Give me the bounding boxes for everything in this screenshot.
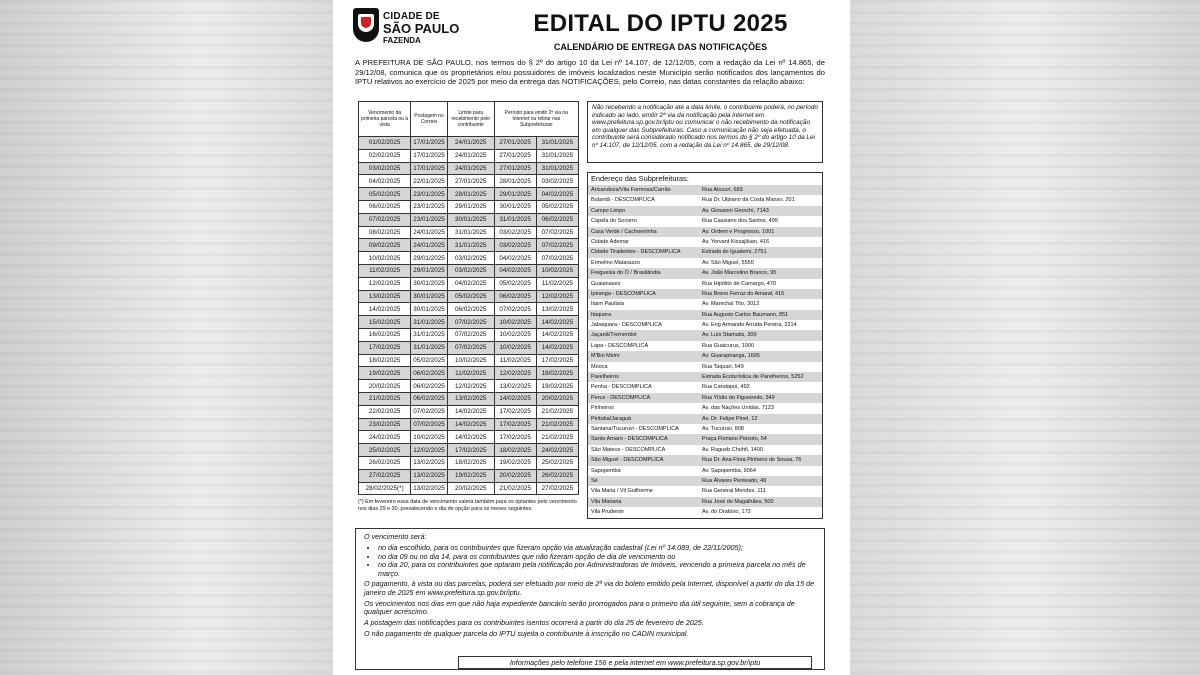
subprefeitura-name: Ipiranga - DESCOMPLICA bbox=[591, 290, 656, 297]
subprefeitura-name: Itaquera bbox=[591, 311, 612, 318]
subprefeitura-address: Av. Marechal Tito, 3012 bbox=[702, 301, 760, 308]
calendar-cell: 03/02/2025 bbox=[359, 162, 411, 175]
subprefeitura-address: Estrada do Iguatemi, 2751 bbox=[702, 249, 767, 256]
calendar-cell: 04/02/2025 bbox=[494, 252, 536, 265]
calendar-cell: 29/01/2025 bbox=[411, 264, 448, 277]
calendar-cell: 04/02/2025 bbox=[359, 175, 411, 188]
subprefeitura-address: Rua Candapuí, 492 bbox=[702, 384, 750, 391]
calendar-cell: 11/02/2025 bbox=[536, 277, 578, 290]
subprefeitura-name: Santana/Tucuruvi - DESCOMPLICA bbox=[591, 425, 679, 432]
calendar-cell: 14/02/2025 bbox=[536, 316, 578, 329]
subprefeitura-name: Vila Maria / Vil Guilherme bbox=[591, 488, 653, 495]
subprefeitura-address: Av. Ragueb Chohfi, 1400 bbox=[702, 446, 763, 453]
calendar-cell: 13/02/2025 bbox=[447, 392, 494, 405]
subprefeitura-address: Rua General Mendes, 111 bbox=[702, 488, 766, 495]
calendar-cell: 03/02/2025 bbox=[447, 252, 494, 265]
address-row bbox=[588, 362, 822, 372]
calendar-cell: 17/02/2025 bbox=[494, 431, 536, 444]
subprefeitura-address: Rua Taquari, 549 bbox=[702, 363, 744, 370]
address-row bbox=[588, 206, 822, 216]
calendar-cell: 23/02/2025 bbox=[359, 418, 411, 431]
subprefeitura-address: Rua Hipólito de Camargo, 470 bbox=[702, 280, 776, 287]
address-row bbox=[588, 486, 822, 496]
background-right bbox=[850, 0, 1200, 675]
subprefeitura-address: Estrada Ecoturística de Parelheiros, 5252 bbox=[702, 374, 804, 381]
calendar-cell: 20/02/2025 bbox=[447, 482, 494, 495]
address-row bbox=[588, 320, 822, 330]
calendar-row bbox=[359, 405, 579, 418]
calendar-cell: 31/01/2025 bbox=[536, 162, 578, 175]
calendar-row bbox=[359, 137, 579, 150]
calendar-cell: 17/02/2025 bbox=[447, 444, 494, 457]
calendar-table bbox=[358, 101, 579, 495]
logo-line3: FAZENDA bbox=[383, 36, 421, 45]
address-row bbox=[588, 466, 822, 476]
subprefeitura-name: São Miguel - DESCOMPLICA bbox=[591, 457, 664, 464]
calendar-row bbox=[359, 469, 579, 482]
calendar-row bbox=[359, 264, 579, 277]
calendar-cell: 31/01/2025 bbox=[536, 149, 578, 162]
calendar-cell: 27/02/2025 bbox=[359, 469, 411, 482]
address-row bbox=[588, 330, 822, 340]
address-row bbox=[588, 195, 822, 205]
calendar-cell: 21/02/2025 bbox=[536, 431, 578, 444]
subprefeitura-address: Rua Ylídio do Figueiredo, 349 bbox=[702, 394, 775, 401]
subprefeitura-name: M'Boi Mirim bbox=[591, 353, 620, 360]
subprefeitura-address: Rua Atucuri, 699 bbox=[702, 187, 743, 193]
calendar-cell: 31/01/2025 bbox=[411, 316, 448, 329]
calendar-cell: 12/02/2025 bbox=[411, 444, 448, 457]
subprefeitura-address: Av. Guarapiranga, 1695 bbox=[702, 353, 760, 360]
calendar-cell: 05/02/2025 bbox=[411, 354, 448, 367]
subprefeitura-name: Butantã - DESCOMPLICA bbox=[591, 197, 655, 204]
address-row bbox=[588, 299, 822, 309]
calendar-cell: 14/02/2025 bbox=[359, 303, 411, 316]
address-row bbox=[588, 289, 822, 299]
calendar-cell: 24/01/2025 bbox=[447, 162, 494, 175]
address-row bbox=[588, 393, 822, 403]
calendar-cell: 07/02/2025 bbox=[447, 328, 494, 341]
calendar-row bbox=[359, 277, 579, 290]
calendar-cell: 30/01/2025 bbox=[411, 303, 448, 316]
subprefeitura-name: Vila Mariana bbox=[591, 498, 622, 505]
calendar-cell: 07/02/2025 bbox=[447, 341, 494, 354]
calendar-cell: 25/02/2025 bbox=[536, 456, 578, 469]
calendar-row bbox=[359, 162, 579, 175]
calendar-cell: 21/02/2025 bbox=[536, 405, 578, 418]
calendar-cell: 10/02/2025 bbox=[447, 354, 494, 367]
calendar-cell: 29/01/2025 bbox=[494, 188, 536, 201]
calendar-cell: 07/02/2025 bbox=[536, 226, 578, 239]
calendar-cell: 23/01/2025 bbox=[411, 200, 448, 213]
address-row bbox=[588, 247, 822, 257]
logo-line2: SÃO PAULO bbox=[383, 21, 460, 36]
calendar-cell: 10/02/2025 bbox=[359, 252, 411, 265]
calendar-cell: 27/01/2025 bbox=[494, 137, 536, 150]
address-row bbox=[588, 372, 822, 382]
calendar-row bbox=[359, 188, 579, 201]
calendar-cell: 24/02/2025 bbox=[536, 444, 578, 457]
calendar-cell: 28/01/2025 bbox=[447, 188, 494, 201]
notice-box: Não recebendo a notificação até a data limite, o contribuinte poderá, no período indicado ao lado, emitir 2ª via da notificação pela internet em www.prefeitura.sp.gov.br/iptu ou comunicar o não recebimento da notificação em qualquer das Subprefeituras. Caso a comunicação não seja efetuada, o contribuinte será considerado notificado nos termos do § 2º do artigo 10 da Lei nº 14.107, de 12/12/05, com a redação da Lei nº 14.865, de 29/12/08. bbox=[587, 101, 823, 163]
subprefeitura-address: Av. Eng Armando Arruda Pereira, 2314 bbox=[702, 322, 797, 329]
calendar-header-row bbox=[359, 102, 579, 137]
calendar-cell: 06/02/2025 bbox=[494, 290, 536, 303]
calendar-cell: 09/02/2025 bbox=[359, 239, 411, 252]
calendar-cell: 06/02/2025 bbox=[536, 213, 578, 226]
subprefeitura-name: Mooca bbox=[591, 363, 608, 370]
address-row bbox=[588, 341, 822, 351]
calendar-cell: 26/02/2025 bbox=[359, 456, 411, 469]
subprefeitura-address: Rua Álvares Penteado, 49 bbox=[702, 477, 767, 484]
address-row bbox=[588, 310, 822, 320]
calendar-cell: 10/02/2025 bbox=[494, 328, 536, 341]
calendar-cell: 13/02/2025 bbox=[411, 469, 448, 482]
subprefeitura-name: Jaçanã/Tremembé bbox=[591, 332, 637, 339]
subprefeitura-name: Freguesia do Ó / Brasilândia bbox=[591, 270, 661, 277]
calendar-cell: 12/02/2025 bbox=[447, 380, 494, 393]
calendar-cell: 03/02/2025 bbox=[536, 175, 578, 188]
calendar-cell: 18/02/2025 bbox=[447, 456, 494, 469]
address-row bbox=[588, 445, 822, 455]
calendar-row bbox=[359, 200, 579, 213]
address-row bbox=[588, 268, 822, 278]
calendar-cell: 22/01/2025 bbox=[411, 175, 448, 188]
calendar-cell: 07/02/2025 bbox=[411, 418, 448, 431]
calendar-cell: 17/02/2025 bbox=[536, 354, 578, 367]
calendar-cell: 10/02/2025 bbox=[536, 264, 578, 277]
calendar-cell: 31/01/2025 bbox=[447, 226, 494, 239]
calendar-cell: 06/02/2025 bbox=[411, 367, 448, 380]
calendar-cell: 21/02/2025 bbox=[494, 482, 536, 495]
subprefeitura-address: Praça Floriano Peixoto, 54 bbox=[702, 436, 767, 443]
calendar-row bbox=[359, 239, 579, 252]
calendar-cell: 10/02/2025 bbox=[411, 431, 448, 444]
footer-contact: Informações pelo telefone 156 e pela internet em www.prefeitura.sp.gov.br/iptu bbox=[458, 656, 812, 669]
info-paragraph-3: A postagem das notificações para os contribuintes isentos ocorrerá a partir do dia 25 de fevereiro de 2025. bbox=[364, 618, 704, 628]
calendar-cell: 12/02/2025 bbox=[494, 367, 536, 380]
calendar-cell: 03/02/2025 bbox=[494, 226, 536, 239]
calendar-row bbox=[359, 418, 579, 431]
calendar-cell: 04/02/2025 bbox=[536, 188, 578, 201]
address-row bbox=[588, 497, 822, 507]
subprefeitura-name: Cidade Tiradentes - DESCOMPLICA bbox=[591, 249, 681, 256]
calendar-cell: 11/02/2025 bbox=[494, 354, 536, 367]
calendar-cell: 29/01/2025 bbox=[447, 200, 494, 213]
calendar-row bbox=[359, 226, 579, 239]
subprefeitura-name: Ermelino Matarazzo bbox=[591, 259, 640, 266]
calendar-cell: 05/02/2025 bbox=[447, 290, 494, 303]
subprefeitura-name: Vila Prudente bbox=[591, 509, 624, 516]
calendar-cell: 07/02/2025 bbox=[447, 316, 494, 329]
calendar-cell: 07/02/2025 bbox=[536, 239, 578, 252]
calendar-cell: 17/02/2025 bbox=[494, 418, 536, 431]
calendar-row bbox=[359, 392, 579, 405]
address-row bbox=[588, 476, 822, 486]
address-row bbox=[588, 382, 822, 392]
subprefeitura-address: Rua Augusto Carlos Baumann, 851 bbox=[702, 311, 789, 318]
calendar-row bbox=[359, 380, 579, 393]
info-paragraph-4: O não pagamento de qualquer parcela do IPTU sujeita o contribuinte à inscrição no CADIN municipal. bbox=[364, 628, 689, 638]
calendar-cell: 06/02/2025 bbox=[447, 303, 494, 316]
info-paragraph-2: Os vencimentos nos dias em que não haja expediente bancário serão prorrogados para o primeiro dia útil seguinte, sem a cobrança de qualquer acréscimo. bbox=[364, 598, 795, 617]
calendar-cell: 30/01/2025 bbox=[411, 277, 448, 290]
subprefeitura-name: Perus - DESCOMPLICA bbox=[591, 394, 651, 401]
address-row bbox=[588, 507, 822, 517]
calendar-cell: 17/01/2025 bbox=[411, 162, 448, 175]
calendar-cell: 17/02/2025 bbox=[359, 341, 411, 354]
subprefeitura-address: Rua Dr. Ana Flora Pinheiro de Sousa, 76 bbox=[702, 457, 802, 464]
calendar-cell: 20/02/2025 bbox=[494, 469, 536, 482]
calendar-cell: 30/01/2025 bbox=[411, 290, 448, 303]
address-row bbox=[588, 351, 822, 361]
calendar-cell: 24/01/2025 bbox=[411, 226, 448, 239]
subprefeitura-name: São Mateus - DESCOMPLICA bbox=[591, 446, 666, 453]
calendar-cell: 29/01/2025 bbox=[411, 252, 448, 265]
calendar-cell: 14/02/2025 bbox=[494, 392, 536, 405]
calendar-row bbox=[359, 341, 579, 354]
calendar-cell: 13/02/2025 bbox=[411, 456, 448, 469]
calendar-cell: 14/02/2025 bbox=[447, 405, 494, 418]
calendar-cell: 31/01/2025 bbox=[494, 213, 536, 226]
calendar-cell: 14/02/2025 bbox=[447, 431, 494, 444]
subprefeitura-name: Parelheiros bbox=[591, 374, 619, 381]
subprefeitura-address: Av. Giovanni Gronchi, 7143 bbox=[702, 207, 769, 214]
calendar-cell: 06/02/2025 bbox=[359, 200, 411, 213]
calendar-cell: 18/02/2025 bbox=[494, 444, 536, 457]
calendar-cell: 28/02/2025(*) bbox=[359, 482, 411, 495]
page-subtitle: CALENDÁRIO DE ENTREGA DAS NOTIFICAÇÕES bbox=[553, 42, 768, 52]
calendar-row bbox=[359, 482, 579, 495]
calendar-row bbox=[359, 328, 579, 341]
calendar-cell: 07/02/2025 bbox=[411, 405, 448, 418]
calendar-cell: 03/02/2025 bbox=[494, 239, 536, 252]
calendar-cell: 16/02/2025 bbox=[359, 328, 411, 341]
calendar-cell: 05/02/2025 bbox=[494, 277, 536, 290]
calendar-cell: 04/02/2025 bbox=[494, 264, 536, 277]
subprefeitura-address: Rua Breno Ferraz do Amaral, 415 bbox=[702, 290, 785, 297]
vencimento-item: • no dia escolhido, para os contribuintes que fizeram opção via atualização cadastral (Lei nº 14.089, de 22/11/2005); bbox=[378, 544, 816, 553]
address-row bbox=[588, 279, 822, 289]
payment-info-box bbox=[355, 528, 825, 670]
subprefeitura-address: Rua Cassiano dos Santos, 499 bbox=[702, 218, 778, 225]
calendar-header-cell: Limite para recebimento pelo contribuinte bbox=[447, 102, 494, 137]
iptu-edital-document bbox=[333, 0, 850, 675]
calendar-cell: 07/02/2025 bbox=[494, 303, 536, 316]
calendar-cell: 13/02/2025 bbox=[411, 482, 448, 495]
calendar-cell: 27/01/2025 bbox=[447, 175, 494, 188]
vencimento-item: • no dia 20, para os contribuintes que optaram pela notificação por Administradoras de Imóveis, vencendo a primeira parcela no mês de março. bbox=[378, 561, 816, 579]
calendar-cell: 18/02/2025 bbox=[359, 354, 411, 367]
calendar-cell: 24/01/2025 bbox=[447, 137, 494, 150]
subprefeitura-address: Rua José de Magalhães, 500 bbox=[702, 498, 774, 505]
calendar-cell: 10/02/2025 bbox=[494, 316, 536, 329]
calendar-cell: 02/02/2025 bbox=[359, 149, 411, 162]
subprefeitura-address: Av. João Marcelino Branco, 95 bbox=[702, 270, 777, 277]
subprefeitura-name: Itaim Paulista bbox=[591, 301, 625, 308]
calendar-cell: 22/02/2025 bbox=[359, 405, 411, 418]
calendar-cell: 28/01/2025 bbox=[494, 175, 536, 188]
page-title: EDITAL DO IPTU 2025 bbox=[533, 10, 788, 37]
calendar-row bbox=[359, 175, 579, 188]
calendar-cell: 07/02/2025 bbox=[359, 213, 411, 226]
calendar-row bbox=[359, 149, 579, 162]
calendar-cell: 11/02/2025 bbox=[447, 367, 494, 380]
calendar-cell: 14/02/2025 bbox=[447, 418, 494, 431]
calendar-cell: 20/02/2025 bbox=[536, 392, 578, 405]
calendar-cell: 18/02/2025 bbox=[536, 367, 578, 380]
city-crest-icon bbox=[353, 8, 379, 42]
calendar-cell: 06/02/2025 bbox=[411, 380, 448, 393]
calendar-cell: 21/02/2025 bbox=[359, 392, 411, 405]
calendar-cell: 24/01/2025 bbox=[447, 149, 494, 162]
subprefeitura-name: Casa Verde / Cachoeirinha bbox=[591, 228, 657, 235]
calendar-cell: 06/02/2025 bbox=[411, 392, 448, 405]
calendar-row bbox=[359, 367, 579, 380]
calendar-row bbox=[359, 316, 579, 329]
calendar-cell: 27/01/2025 bbox=[494, 162, 536, 175]
vencimento-title: O vencimento será: bbox=[364, 532, 427, 541]
address-row bbox=[588, 414, 822, 424]
background-left bbox=[0, 0, 333, 675]
subprefeitura-address: Av. Yervant Kissajikian, 416 bbox=[702, 238, 770, 245]
subprefeitura-name: Cidade Ademar bbox=[591, 238, 629, 245]
subprefeitura-name: Penha - DESCOMPLICA bbox=[591, 384, 652, 391]
calendar-cell: 17/01/2025 bbox=[411, 149, 448, 162]
calendar-cell: 24/02/2025 bbox=[359, 431, 411, 444]
calendar-row bbox=[359, 444, 579, 457]
calendar-cell: 23/01/2025 bbox=[411, 188, 448, 201]
calendar-cell: 15/02/2025 bbox=[359, 316, 411, 329]
address-row bbox=[588, 424, 822, 434]
intro-paragraph: A PREFEITURA DE SÃO PAULO, nos termos do § 2º do artigo 10 da Lei nº 14.107, de 12/12/05, com a redação da Lei nº 14.865, de 29/12/08, comunica que os proprietários e/ou possuidores de imóveis localizados neste Município serão notificados dos lançamentos do IPTU relativos ao exercício de 2025 por meio da entrega das NOTIFICAÇÕES, pelo Correio, nas datas constantes da relação abaixo: bbox=[355, 58, 825, 87]
calendar-cell: 07/02/2025 bbox=[536, 252, 578, 265]
subprefeitura-address: Av. Sapopemba, 9064 bbox=[702, 467, 756, 474]
subprefeitura-address: Av. Tucuruvi, 808 bbox=[702, 425, 744, 432]
subprefeitura-address: Rua Dr. Ulpiano da Costa Manso, 201 bbox=[702, 197, 795, 204]
subprefeituras-address-list bbox=[587, 172, 823, 519]
subprefeitura-name: Capela do Socorro bbox=[591, 218, 637, 225]
calendar-cell: 30/01/2025 bbox=[447, 213, 494, 226]
calendar-row bbox=[359, 290, 579, 303]
calendar-cell: 14/02/2025 bbox=[536, 328, 578, 341]
address-row bbox=[588, 227, 822, 237]
calendar-cell: 13/02/2025 bbox=[494, 380, 536, 393]
subprefeitura-name: Santo Amaro - DESCOMPLICA bbox=[591, 436, 668, 443]
calendar-cell: 17/01/2025 bbox=[411, 137, 448, 150]
calendar-cell: 27/01/2025 bbox=[494, 149, 536, 162]
calendar-cell: 14/02/2025 bbox=[536, 341, 578, 354]
calendar-cell: 27/02/2025 bbox=[536, 482, 578, 495]
calendar-row bbox=[359, 213, 579, 226]
calendar-cell: 04/02/2025 bbox=[447, 277, 494, 290]
subprefeitura-address: Av. São Miguel, 5550 bbox=[702, 259, 754, 266]
subprefeitura-name: Guaianases bbox=[591, 280, 621, 287]
calendar-row bbox=[359, 252, 579, 265]
address-row bbox=[588, 237, 822, 247]
calendar-cell: 05/02/2025 bbox=[359, 188, 411, 201]
subprefeitura-address: Rua Guaicurus, 1000 bbox=[702, 342, 754, 349]
subprefeitura-name: Sapopemba bbox=[591, 467, 621, 474]
subprefeitura-address: Av. do Oratório, 172 bbox=[702, 509, 751, 516]
subprefeitura-name: Pinheiros bbox=[591, 405, 614, 412]
calendar-cell: 20/02/2025 bbox=[359, 380, 411, 393]
subprefeitura-name: Pirituba/Jaraguá bbox=[591, 415, 632, 422]
calendar-row bbox=[359, 456, 579, 469]
calendar-cell: 12/02/2025 bbox=[359, 277, 411, 290]
address-row bbox=[588, 185, 822, 195]
calendar-cell: 31/01/2025 bbox=[447, 239, 494, 252]
calendar-cell: 21/02/2025 bbox=[536, 418, 578, 431]
subprefeitura-name: Sé bbox=[591, 477, 598, 484]
calendar-cell: 08/02/2025 bbox=[359, 226, 411, 239]
subprefeitura-name: Lapa - DESCOMPLICA bbox=[591, 342, 649, 349]
logo-line1: CIDADE DE bbox=[383, 11, 440, 22]
subprefeitura-address: Av. das Nações Unidas, 7123 bbox=[702, 405, 774, 412]
calendar-row bbox=[359, 354, 579, 367]
calendar-cell: 31/01/2025 bbox=[411, 341, 448, 354]
prefeitura-logo bbox=[353, 8, 463, 48]
calendar-cell: 13/02/2025 bbox=[536, 303, 578, 316]
subprefeitura-address: Av. Luís Stamatis, 300 bbox=[702, 332, 757, 339]
calendar-cell: 10/02/2025 bbox=[494, 341, 536, 354]
calendar-cell: 03/02/2025 bbox=[447, 264, 494, 277]
subprefeitura-name: Jabaquara - DESCOMPLICA bbox=[591, 322, 662, 329]
address-row bbox=[588, 258, 822, 268]
calendar-cell: 19/02/2025 bbox=[359, 367, 411, 380]
calendar-cell: 19/02/2025 bbox=[536, 380, 578, 393]
subprefeitura-name: Campo Limpo bbox=[591, 207, 626, 214]
address-row bbox=[588, 434, 822, 444]
calendar-cell: 25/02/2025 bbox=[359, 444, 411, 457]
calendar-cell: 26/02/2025 bbox=[536, 469, 578, 482]
calendar-cell: 30/01/2025 bbox=[494, 200, 536, 213]
subprefeitura-address: Av. Ordem e Progresso, 1001 bbox=[702, 228, 775, 235]
calendar-cell: 23/01/2025 bbox=[411, 213, 448, 226]
vencimento-list bbox=[364, 544, 816, 579]
calendar-row bbox=[359, 303, 579, 316]
calendar-cell: 19/02/2025 bbox=[494, 456, 536, 469]
address-row bbox=[588, 403, 822, 413]
calendar-cell: 24/01/2025 bbox=[411, 239, 448, 252]
address-list-title: Endereço das Subprefeituras: bbox=[591, 174, 689, 183]
calendar-cell: 31/01/2025 bbox=[411, 328, 448, 341]
calendar-header-cell: Período para emitir 2ª via na Internet ou retirar nas Subprefeituras bbox=[494, 102, 578, 137]
calendar-header-cell: Vencimento da primeira parcela ou à vista bbox=[359, 102, 411, 137]
vencimento-item: • no dia 09 ou no dia 14, para os contribuintes que não fizeram opção de dia de vencimento ou bbox=[378, 553, 816, 562]
calendar-cell: 01/02/2025 bbox=[359, 137, 411, 150]
subprefeitura-address: Av. Dr. Felipe Pinel, 12 bbox=[702, 415, 758, 422]
calendar-cell: 19/02/2025 bbox=[447, 469, 494, 482]
address-row bbox=[588, 455, 822, 465]
address-row bbox=[588, 216, 822, 226]
calendar-cell: 05/02/2025 bbox=[536, 200, 578, 213]
calendar-row bbox=[359, 431, 579, 444]
calendar-cell: 12/02/2025 bbox=[536, 290, 578, 303]
calendar-cell: 31/01/2025 bbox=[536, 137, 578, 150]
calendar-cell: 13/02/2025 bbox=[359, 290, 411, 303]
calendar-cell: 17/02/2025 bbox=[494, 405, 536, 418]
calendar-header-cell: Postagem no Correio bbox=[411, 102, 448, 137]
calendar-cell: 11/02/2025 bbox=[359, 264, 411, 277]
info-paragraph-1: O pagamento, à vista ou das parcelas, poderá ser efetuado por meio de 2ª via do boleto emitido pela Internet, disponível a partir do dia 15 de janeiro de 2025 em www.prefeitura.sp.gov.br/iptu. bbox=[364, 578, 815, 597]
calendar-footnote: (*) Em fevereiro essa data de vencimento valerá também para os optantes pelo vencimento nos dias 29 e 30, prevalecendo o dia de opção para os meses seguintes. bbox=[358, 499, 577, 512]
subprefeitura-name: Aricanduva/Vila Formosa/Carrão bbox=[591, 187, 671, 193]
